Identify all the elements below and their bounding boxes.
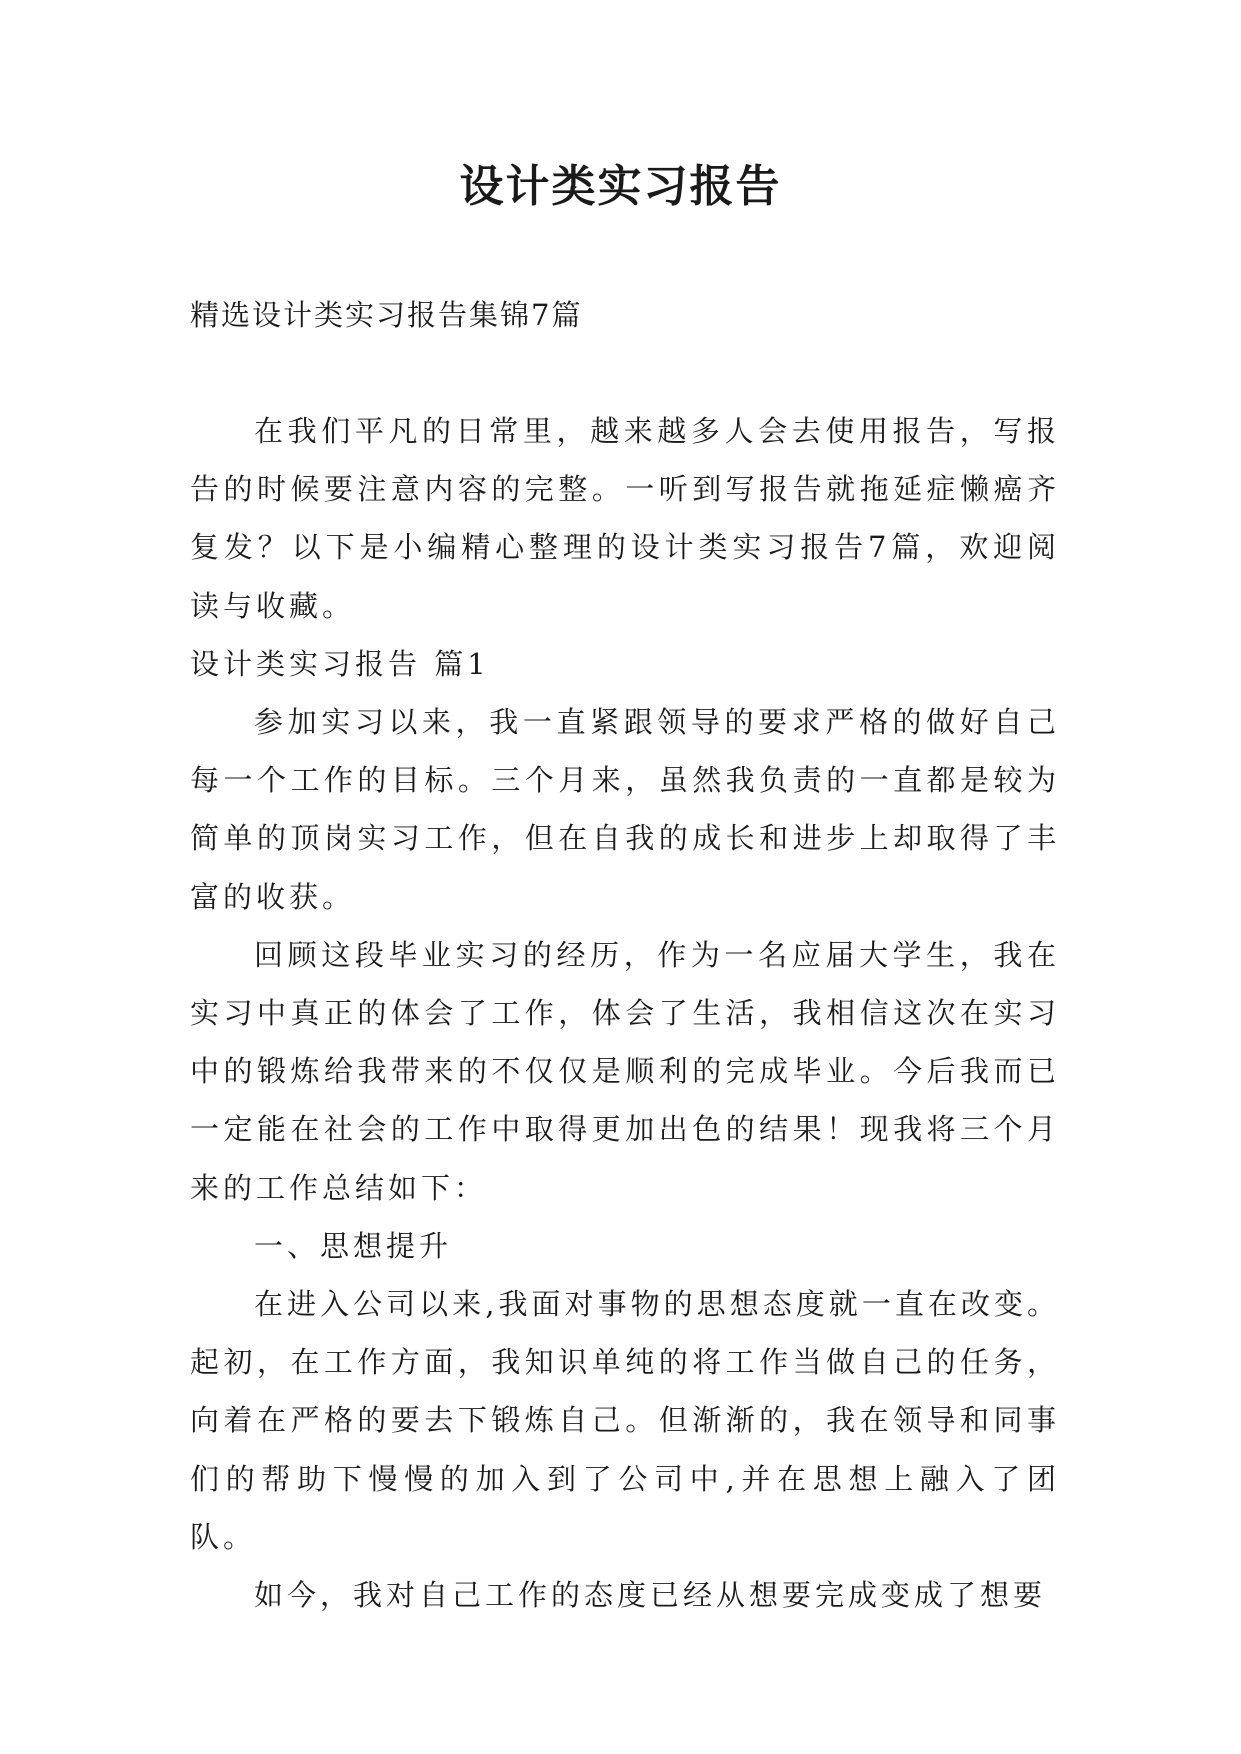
section-heading: 设计类实习报告 篇1 [190,646,490,681]
paragraph: 在进入公司以来,我面对事物的思想态度就一直在改变。起初，在工作方面，我知识单纯的将工作当做自己的任务，向着在严格的要去下锻炼自己。但渐渐的，我在领导和同事们的帮助下慢慢的加入到了公司中,并在思想上融入了团队。 [190,1287,1060,1554]
document-body [190,402,1060,1624]
paragraph: 参加实习以来，我一直紧跟领导的要求严格的做好自己每一个工作的目标。三个月来，虽然我负责的一直都是较为简单的顶岗实习工作，但在自我的成长和进步上却取得了丰富的收获。 [190,705,1060,914]
paragraph: 回顾这段毕业实习的经历，作为一名应届大学生，我在实习中真正的体会了工作，体会了生活，我相信这次在实习中的锻炼给我带来的不仅仅是顺利的完成毕业。今后我而已一定能在社会的工作中取得更加出色的结果！现我将三个月来的工作总结如下： [190,937,1060,1205]
paragraph: 如今，我对自己工作的态度已经从想要完成变成了想要 [254,1578,1047,1613]
paragraph: 在我们平凡的日常里，越来越多人会去使用报告，写报告的时候要注意内容的完整。一听到写报告就拖延症懒癌齐复发？以下是小编精心整理的设计类实习报告7篇，欢迎阅读与收藏。 [190,414,1060,623]
subsection-heading: 一、思想提升 [254,1228,453,1263]
document-title: 设计类实习报告 [459,161,782,212]
document-subtitle: 精选设计类实习报告集锦7篇 [190,298,583,332]
